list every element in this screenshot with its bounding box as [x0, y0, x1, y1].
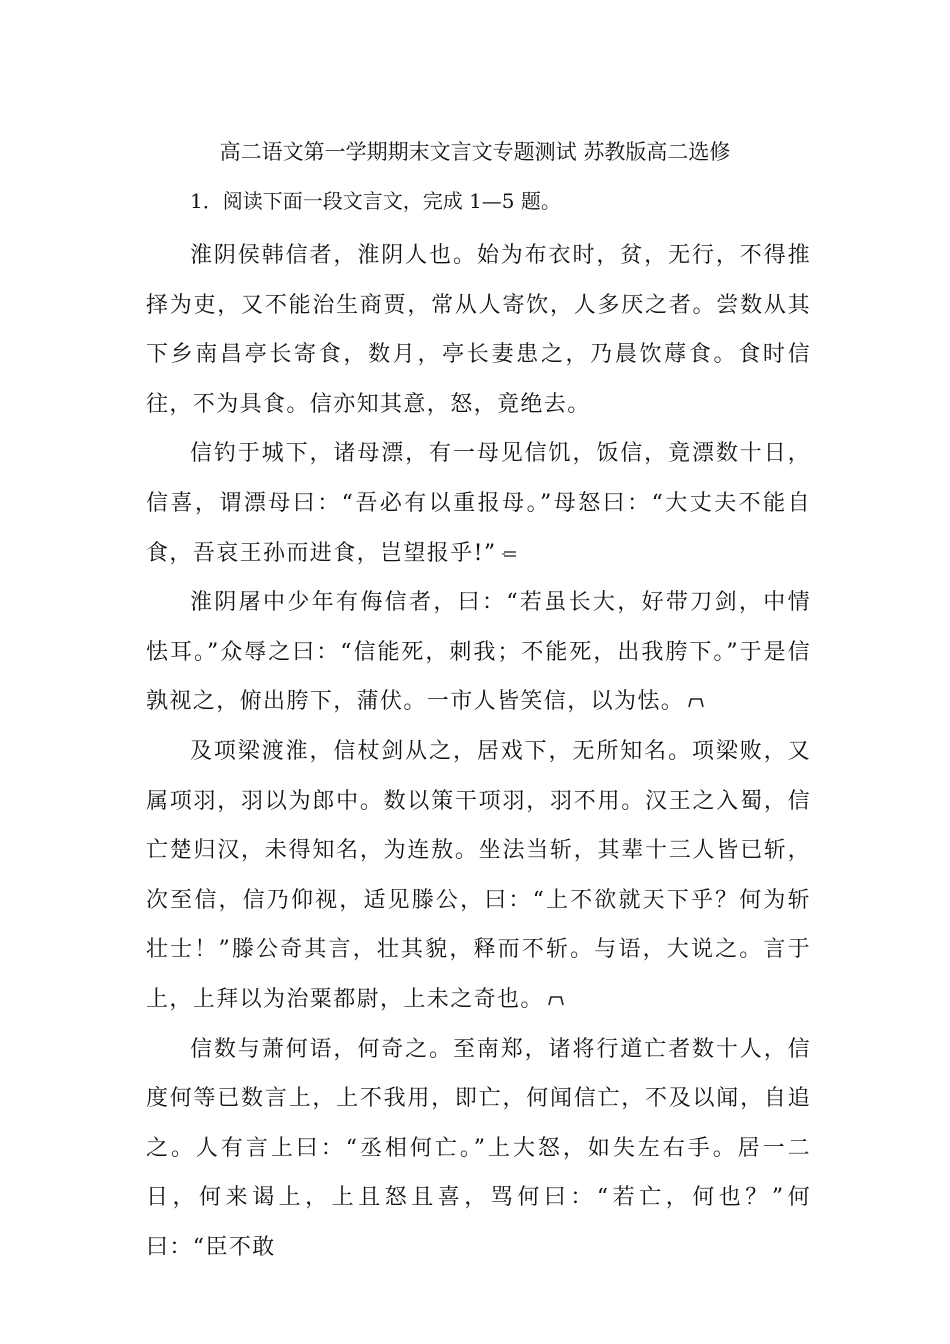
- equals-mark-icon: [501, 548, 517, 560]
- document-title: 高二语文第一学期期末文言文专题测试 苏教版高二选修: [219, 140, 731, 164]
- paragraph-3: [146, 578, 811, 727]
- paragraph-5-text: 信数与萧何语，何奇之。至南郑，诸将行道亡者数十人，信度何等已数言上，上不我用，即亡，何闻信亡，不及以闻，自追之。人有言上曰：“丞相何亡。”上大怒，如失左右手。居一二日，何来谒上，上且怒且喜，骂何曰：“若亡，何也？”何曰：“臣不敢: [146, 1036, 811, 1260]
- bracket-mark-icon: [688, 696, 704, 708]
- paragraph-1: [146, 231, 811, 429]
- paragraph-4-text: 及项梁渡淮，信杖剑从之，居戏下，无所知名。项梁败，又属项羽，羽以为郎中。数以策干项羽，羽不用。汉王之入蜀，信亡楚归汉，未得知名，为连敖。坐法当斩，其辈十三人皆已斩，次至信，信乃仰视，适见滕公，曰：“上不欲就天下乎？何为斩壮士！”滕公奇其言，壮其貌，释而不斩。与语，大说之。言于上，上拜以为治粟都尉，上未之奇也。: [146, 738, 811, 1012]
- question-intro: 1．阅读下面一段文言文，完成 1—5 题。: [190, 189, 561, 213]
- paragraph-5: [146, 1025, 811, 1273]
- paragraph-3-text: 淮阴屠中少年有侮信者，曰：“若虽长大，好带刀剑，中情怯耳。”众辱之曰：“信能死，刺我；不能死，出我胯下。”于是信孰视之，俯出胯下，蒲伏。一市人皆笑信，以为怯。: [146, 590, 811, 715]
- paragraph-2-text: 信钓于城下，诸母漂，有一母见信饥，饭信，竟漂数十日，信喜，谓漂母曰：“吾必有以重报母。”母怒曰：“大丈夫不能自食，吾哀王孙而进食，岂望报乎!”: [146, 441, 811, 566]
- paragraph-4: [146, 727, 811, 1025]
- passage-body: [146, 231, 811, 1272]
- paragraph-1-text: 淮阴侯韩信者，淮阴人也。始为布衣时，贫，无行，不得推择为吏，又不能治生商贾，常从人寄饮，人多厌之者。尝数从其下乡南昌亭长寄食，数月，亭长妻患之，乃晨饮蓐食。食时信往，不为具食。信亦知其意，怒，竟绝去。: [146, 243, 811, 417]
- bracket-mark-icon: [548, 994, 564, 1006]
- paragraph-2: [146, 429, 811, 578]
